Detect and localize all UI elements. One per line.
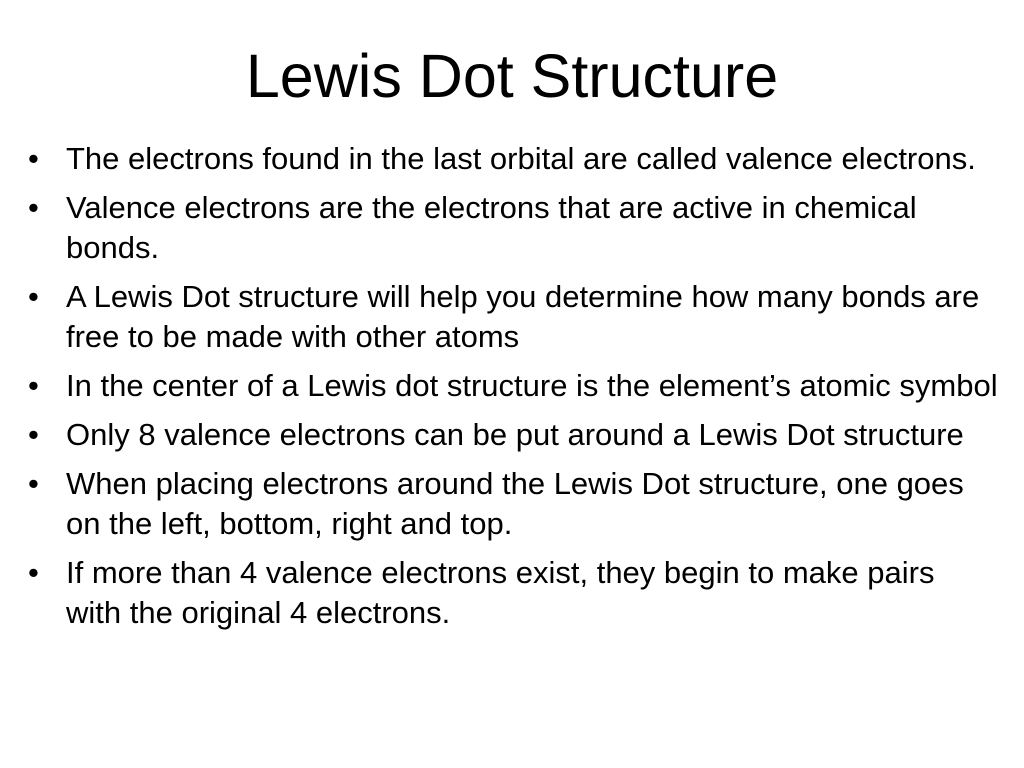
bullet-icon: • (28, 279, 39, 314)
bullet-icon: • (28, 368, 39, 403)
bullet-text: If more than 4 valence electrons exist, they begin to make pairs with the original 4 electrons. (66, 555, 935, 630)
bullet-icon: • (28, 555, 39, 590)
bullet-item (28, 553, 998, 633)
bullet-text: Only 8 valence electrons can be put around a Lewis Dot structure (66, 417, 964, 452)
bullet-list (28, 139, 998, 642)
bullet-text: The electrons found in the last orbital are called valence electrons. (66, 141, 976, 176)
bullet-icon: • (28, 417, 39, 452)
bullet-text: Valence electrons are the electrons that are active in chemical bonds. (66, 190, 917, 265)
bullet-icon: • (28, 141, 39, 176)
slide-title: Lewis Dot Structure (245, 42, 779, 110)
bullet-item (28, 464, 998, 544)
bullet-text: When placing electrons around the Lewis Dot structure, one goes on the left, bottom, right and top. (66, 466, 964, 541)
bullet-text: In the center of a Lewis dot structure is the element’s atomic symbol (66, 368, 998, 403)
bullet-icon: • (28, 466, 39, 501)
bullet-item (28, 139, 998, 179)
bullet-item (28, 188, 998, 268)
bullet-item (28, 277, 998, 357)
bullet-item (28, 366, 998, 406)
bullet-text: A Lewis Dot structure will help you determine how many bonds are free to be made with other atoms (66, 279, 980, 354)
bullet-item (28, 415, 998, 455)
bullet-icon: • (28, 190, 39, 225)
